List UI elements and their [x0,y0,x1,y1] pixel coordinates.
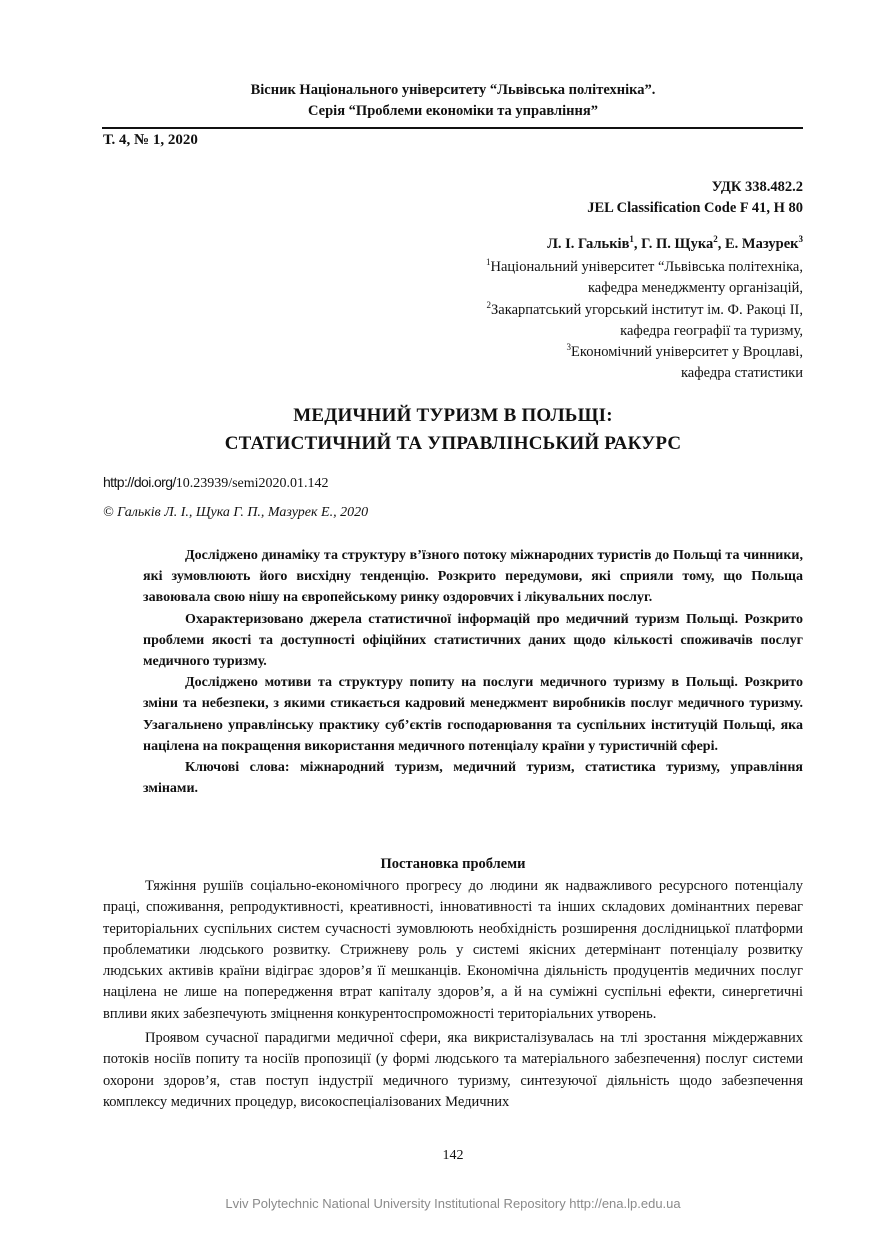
paper-title [103,402,803,458]
header-divider [102,127,803,129]
journal-series: Серія “Проблеми економіки та управління” [308,103,598,119]
affil-mark: 1 [486,257,491,267]
affil-institution: Економічний університет у Вроцлаві, [571,344,803,361]
affil-mark: 3 [566,342,572,353]
doi-prefix: http://doi.org/ [103,474,176,490]
classification-codes [587,177,803,219]
udc-code: УДК 338.482.2 [711,179,803,195]
doi-link[interactable] [103,474,329,492]
section-heading: Постановка проблеми [380,856,526,872]
abstract-paragraph: Охарактеризовано джерела статистичної інформацій про медичний туризм Польщі. Розкрито проблеми якості та доступності офіційних статистичних даних щодо кількості споживачів послуг медичного туризму. [143,611,803,670]
title-line-2: СТАТИСТИЧНИЙ ТА УПРАВЛІНСЬКИЙ РАКУРС [224,433,682,454]
jel-code: JEL Classification Code F 41, H 80 [587,200,803,216]
affiliation-3-dept: кафедра статистики [680,365,803,382]
affiliation-1-dept: кафедра менеджменту організацій, [587,280,803,297]
page-number: 142 [442,1148,464,1163]
affiliations [486,257,803,385]
author-affil-mark: 3 [798,234,803,244]
body-text [103,876,803,1113]
affiliation-2-dept: кафедра географії та туризму, [620,322,803,339]
repository-watermark: Lviv Polytechnic National University Institutional Repository http://ena.lp.edu.ua [225,1196,681,1211]
affil-institution: Закарпатський угорський інститут ім. Ф. Ракоці ІІ, [491,301,803,318]
doi-suffix: 10.23939/semi2020.01.142 [175,476,329,491]
abstract [143,545,803,799]
keywords: Ключові слова: міжнародний туризм, медичний туризм, статистика туризму, управління змінами. [143,760,803,797]
author-name: Л. І. Гальків [547,236,630,252]
journal-name: Вісник Національного університету “Львівська політехніка”. [250,82,656,98]
author-affil-mark: 1 [629,234,634,244]
copyright-notice: © Гальків Л. І., Щука Г. П., Мазурек Е., 2020 [103,505,369,520]
affil-institution: Національний університет “Львівська політехніка, [490,259,803,275]
affiliation-1 [486,257,803,278]
volume-issue: Т. 4, № 1, 2020 [103,132,198,148]
abstract-paragraph: Досліджено динаміку та структуру в’їзного потоку міжнародних туристів до Польщі та чинники, які зумовлюють його висхідну тенденцію. Розкрито передумови, які сприяли тому, що Польща завоювала свою нішу на європейському ринку оздоровчих і лікувальних послуг. [143,548,803,606]
abstract-paragraph: Досліджено мотиви та структуру попиту на послуги медичного туризму в Польщі. Розкрито зміни та небезпеки, з якими стикається кадровий менеджмент виробників послуг медичного туризму. Узагальнено управлінську практику суб’єктів господарювання та суспільних інституцій Польщі, яка націлена на покращення використання медичного потенціалу країни у туристичній сфері. [143,675,803,754]
affiliation-2 [486,300,803,321]
title-line-1: МЕДИЧНИЙ ТУРИЗМ В ПОЛЬЩІ: [293,405,613,426]
author-name: Е. Мазурек [725,236,799,252]
body-paragraph: Проявом сучасної парадигми медичної сфери, яка викристалізувалась на тлі зростання міждержавних потоків носіїв попиту та носіїв пропозиції (у формі людського та матеріального забезпечення) послуг системи охорони здоров’я, став поступ індустрії медичного туризму, синтезуючої діяльність щодо забезпечення комплексу медичних процедур, високоспеціалізованих Медичних [103,1030,803,1110]
affiliation-3 [486,342,803,363]
author-name: Г. П. Щука [641,236,714,252]
body-paragraph: Тяжіння рушіїв соціально-економічного прогресу до людини як надважливого ресурсного потенціалу праці, споживання, репродуктивності, креативності, інновативності та інших складових домінантних переваг територіальних суспільних систем сучасності зумовлюють необхідність розширення дослідницької платформи проблематики людського розвитку. Стрижневу роль у системі якісних детермінант потенціалу розвитку людських активів країни відіграє здоров’я її мешканців. Економічна діяльність продуцентів медичних послуг націлена не лише на попередження втрат капіталу здоров’я, а й на суміжні суспільні ефекти, синергетичні впливи яких забезпечують зміцнення конкурентоспроможності територіальних утворень. [103,878,803,1022]
author-affil-mark: 2 [713,234,718,244]
affil-mark: 2 [486,299,492,310]
author-list: Л. І. Гальків$^1$, Г. П. Щука$^2$, Е. Мазурек$^3$ [547,234,803,252]
journal-title [103,80,803,122]
